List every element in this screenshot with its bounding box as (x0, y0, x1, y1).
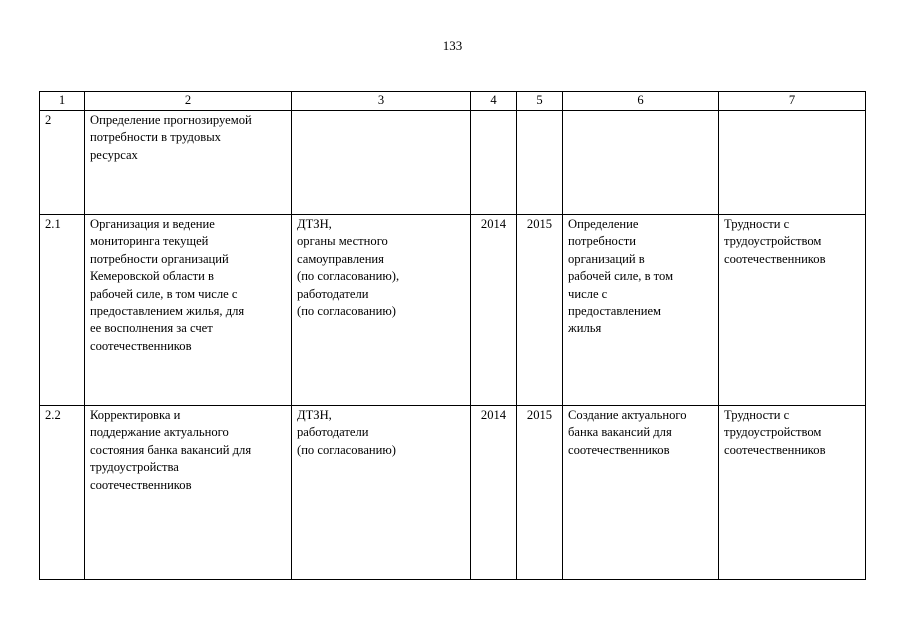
row-number: 2.2 (40, 406, 85, 580)
start-year-cell (471, 111, 517, 215)
column-number-5: 5 (517, 92, 563, 111)
column-number-7: 7 (719, 92, 866, 111)
executors-cell (292, 215, 471, 406)
end-year-cell: 2015 (517, 215, 563, 406)
column-number-2: 2 (85, 92, 292, 111)
result-line: Создание актуального (568, 408, 687, 422)
measures-table (39, 91, 866, 580)
measure-line: состояния банка вакансий для (90, 442, 252, 457)
measure-cell (85, 215, 292, 406)
measure-line: Организация и ведение (90, 217, 215, 231)
measure-line: соотечественников (90, 338, 192, 353)
table-header-row (40, 92, 866, 111)
table-row (40, 215, 866, 406)
end-year-cell (517, 111, 563, 215)
column-number-4: 4 (471, 92, 517, 111)
column-number-1: 1 (40, 92, 85, 111)
measure-line: предоставлением жилья, для (90, 304, 245, 319)
result-line: жилья (568, 321, 602, 336)
measure-line: мониторинга текущей (90, 234, 209, 249)
measure-line: поддержание актуального (90, 425, 229, 440)
result-line: потребности (568, 234, 637, 249)
result-cell (563, 215, 719, 406)
measure-cell (85, 111, 292, 215)
risk-line: соотечественников (724, 442, 826, 457)
executors-cell (292, 406, 471, 580)
executors-cell (292, 111, 471, 215)
result-line: банка вакансий для (568, 425, 672, 440)
measure-line: трудоустройства (90, 460, 179, 475)
measure-line: потребности организаций (90, 251, 229, 266)
risks-cell (719, 111, 866, 215)
risks-cell (719, 215, 866, 406)
measure-line: потребности в трудовых (90, 130, 221, 145)
result-cell (563, 111, 719, 215)
executor-line: органы местного (297, 234, 388, 249)
measure-line: Кемеровской области в (90, 269, 214, 284)
executor-line: (по согласованию), (297, 269, 400, 284)
measure-cell (85, 406, 292, 580)
measure-line: Определение прогнозируемой (90, 113, 252, 127)
risk-line: трудоустройством (724, 234, 822, 249)
measure-line: соотечественников (90, 477, 192, 492)
risk-line: Трудности с (724, 217, 790, 231)
risk-line: трудоустройством (724, 425, 822, 440)
start-year-cell: 2014 (471, 215, 517, 406)
executor-line: (по согласованию) (297, 442, 397, 457)
measure-line: Корректировка и (90, 408, 181, 422)
table-row (40, 406, 866, 580)
measure-line: ресурсах (90, 147, 138, 162)
result-line: числе с (568, 286, 608, 301)
measure-line: рабочей силе, в том числе с (90, 286, 238, 301)
result-line: организаций в (568, 251, 645, 266)
result-line: Определение (568, 217, 639, 231)
result-line: рабочей силе, в том (568, 269, 674, 284)
risk-line: Трудности с (724, 408, 790, 422)
page-number: 133 (442, 38, 463, 53)
row-number: 2 (40, 111, 85, 215)
executor-line: ДТЗН, (297, 408, 332, 422)
column-number-3: 3 (292, 92, 471, 111)
risk-line: соотечественников (724, 251, 826, 266)
table-row (40, 111, 866, 215)
executor-line: работодатели (297, 425, 369, 440)
measure-line: ее восполнения за счет (90, 321, 213, 336)
column-number-6: 6 (563, 92, 719, 111)
row-number: 2.1 (40, 215, 85, 406)
executor-line: самоуправления (297, 251, 384, 266)
start-year-cell: 2014 (471, 406, 517, 580)
result-line: соотечественников (568, 442, 670, 457)
risks-cell (719, 406, 866, 580)
executor-line: (по согласованию) (297, 304, 397, 319)
result-line: предоставлением (568, 304, 662, 319)
result-cell (563, 406, 719, 580)
executor-line: ДТЗН, (297, 217, 332, 231)
end-year-cell: 2015 (517, 406, 563, 580)
executor-line: работодатели (297, 286, 369, 301)
